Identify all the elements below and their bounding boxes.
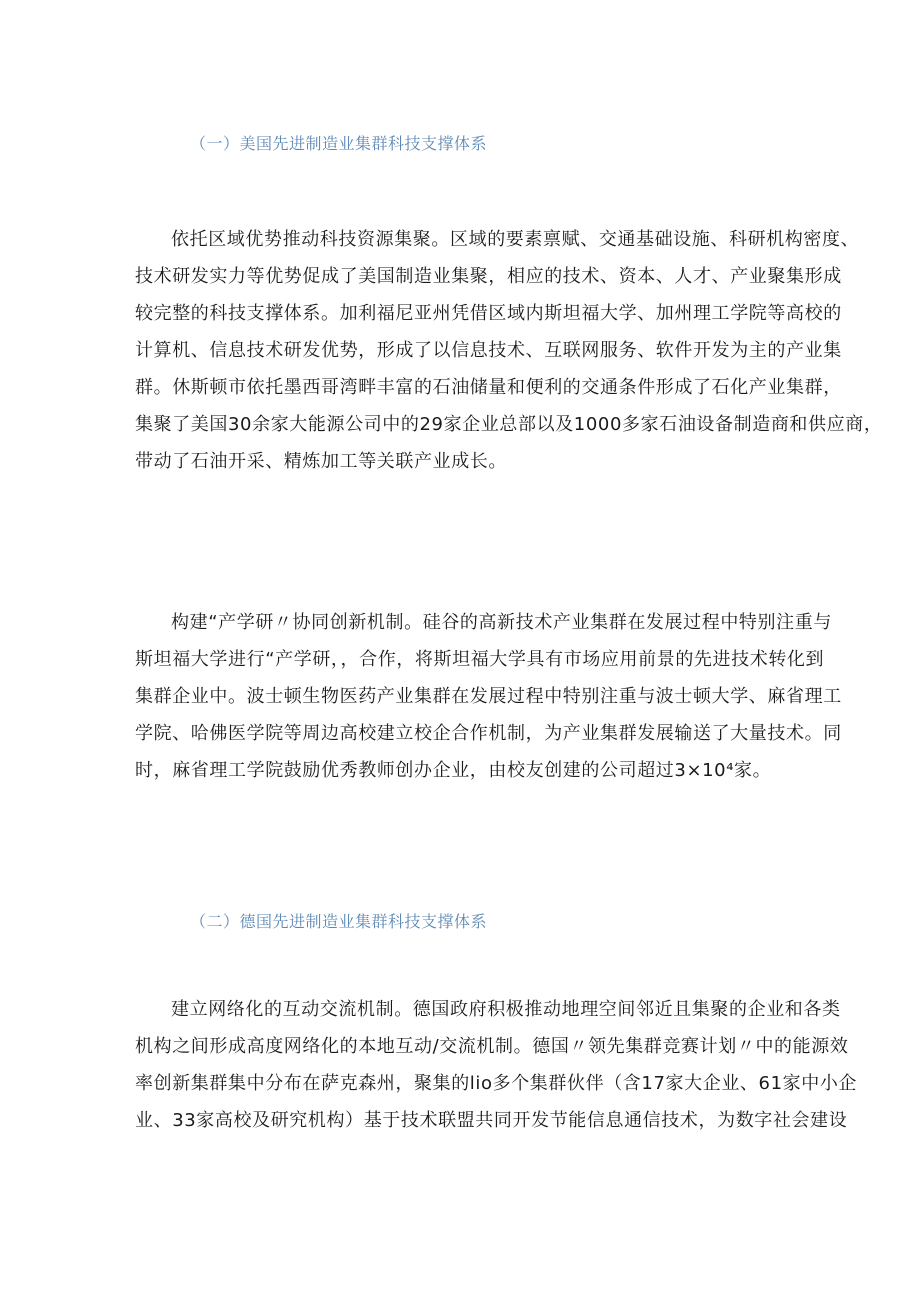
paragraph-line: 学院、哈佛医学院等周边高校建立校企合作机制，为产业集群发展输送了大量技术。同: [135, 723, 842, 744]
paragraph-line: 计算机、信息技术研发优势，形成了以信息技术、互联网服务、软件开发为主的产业集: [135, 340, 842, 361]
paragraph-line: 时，麻省理工学院鼓励优秀教师创办企业，由校友创建的公司超过3×10⁴家。: [135, 760, 772, 781]
paragraph-line: 业、33家高校及研究机构）基于技术联盟共同开发节能信息通信技术，为数字社会建设: [135, 1110, 848, 1131]
paragraph-line: 技术研发实力等优势促成了美国制造业集聚，相应的技术、资本、人才、产业聚集形成: [135, 266, 842, 287]
paragraph-resource-agglomeration: [135, 221, 883, 480]
paragraph-line: 较完整的科技支撑体系。加利福尼亚州凭借区域内斯坦福大学、加州理工学院等高校的: [135, 303, 842, 324]
paragraph-line: 构建“产学研〃协同创新机制。硅谷的高新技术产业集群在发展过程中特别注重与: [171, 612, 832, 633]
paragraph-line: 机构之间形成高度网络化的本地互动/交流机制。德国〃领先集群竞赛计划〃中的能源效: [135, 1036, 849, 1057]
paragraph-industry-university-research: [135, 604, 842, 789]
paragraph-line: 群。休斯顿市依托墨西哥湾畔丰富的石油储量和便利的交通条件形成了石化产业集群，: [135, 377, 842, 398]
paragraph-line: 带动了石油开采、精炼加工等关联产业成长。: [135, 451, 507, 472]
section-heading-us: （一）美国先进制造业集群科技支撑体系: [190, 134, 488, 153]
paragraph-line: 斯坦福大学进行“产学研，，合作，将斯坦福大学具有市场应用前景的先进技术转化到: [135, 649, 825, 670]
paragraph-line: 集群企业中。波士顿生物医药产业集群在发展过程中特别注重与波士顿大学、麻省理工: [135, 686, 842, 707]
paragraph-line: 依托区域优势推动科技资源集聚。区域的要素禀赋、交通基础设施、科研机构密度、: [171, 229, 860, 250]
paragraph-line: 集聚了美国30余家大能源公司中的29家企业总部以及1000多家石油设备制造商和供应商，: [135, 414, 883, 435]
paragraph-line: 建立网络化的互动交流机制。德国政府积极推动地理空间邻近且集聚的企业和各类: [171, 999, 841, 1020]
paragraph-line: 率创新集群集中分布在萨克森州，聚集的lio多个集群伙伴（含17家大企业、61家中小企: [135, 1073, 858, 1094]
paragraph-network-interaction: [135, 991, 858, 1139]
section-heading-germany: （二）德国先进制造业集群科技支撑体系: [190, 912, 488, 931]
